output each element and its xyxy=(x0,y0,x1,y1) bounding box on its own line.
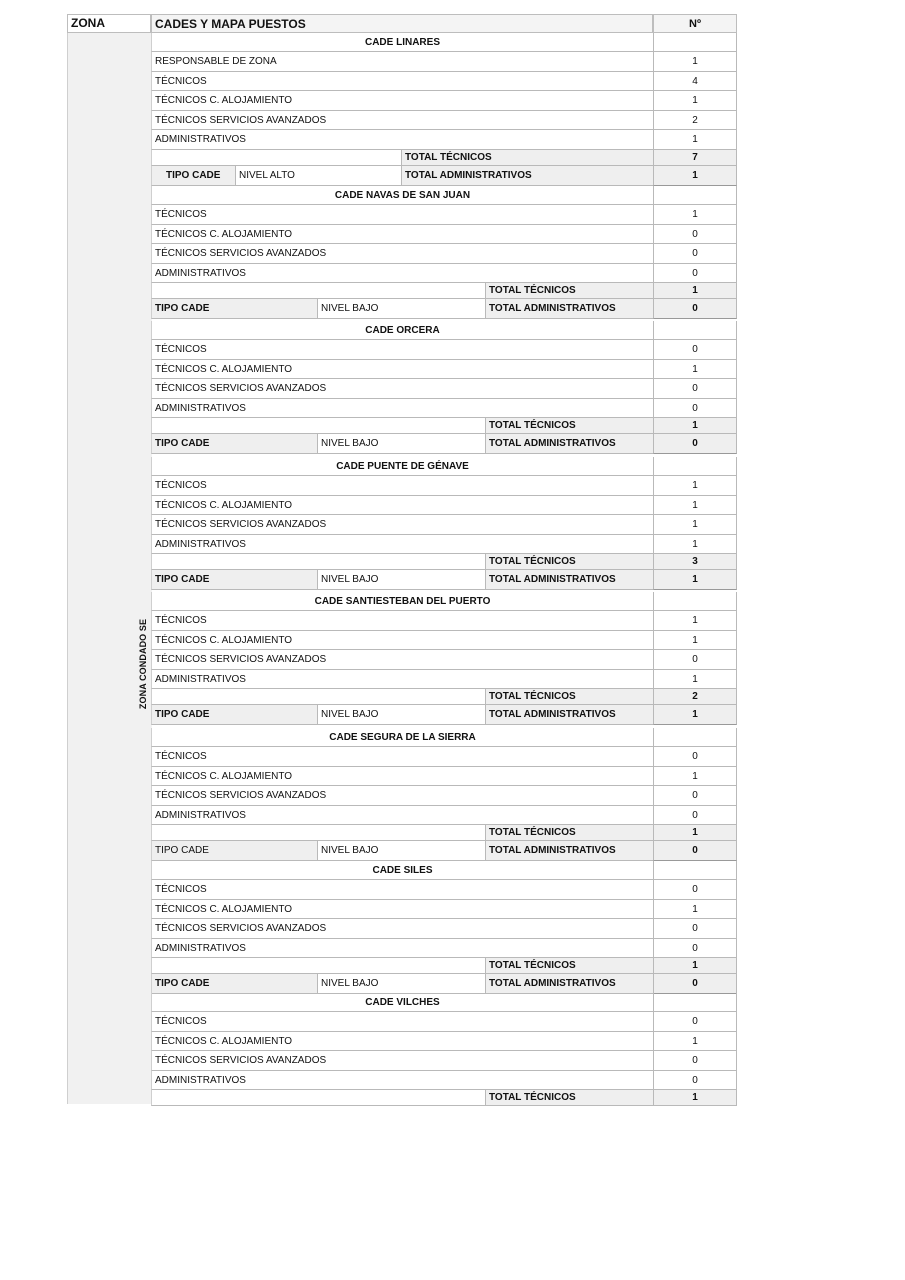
staff-row-alojamiento xyxy=(151,767,737,787)
cade-title: CADE ORCERA xyxy=(151,321,653,340)
total-tecnicos-spacer xyxy=(151,150,401,166)
staff-row-alojamiento xyxy=(151,225,737,245)
cade-title: CADE SILES xyxy=(151,861,653,880)
cades-header: CADES Y MAPA PUESTOS xyxy=(151,14,653,33)
staff-label-administrativos: ADMINISTRATIVOS xyxy=(151,806,653,826)
staff-count-administrativos: 0 xyxy=(653,399,737,419)
total-tecnicos-spacer xyxy=(151,283,485,299)
tipo-cade-row xyxy=(151,974,737,994)
staff-row-administrativos xyxy=(151,130,737,150)
staff-label-administrativos: ADMINISTRATIVOS xyxy=(151,264,653,284)
total-administrativos-value: 1 xyxy=(653,705,737,725)
total-tecnicos-label: TOTAL TÉCNICOS xyxy=(401,150,653,166)
cade-title-number-cell xyxy=(653,861,737,880)
staff-label-alojamiento: TÉCNICOS C. ALOJAMIENTO xyxy=(151,767,653,787)
numero-header: Nº xyxy=(653,14,737,33)
total-tecnicos-value: 1 xyxy=(653,283,737,299)
staff-label-servicios: TÉCNICOS SERVICIOS AVANZADOS xyxy=(151,1051,653,1071)
staff-label-alojamiento: TÉCNICOS C. ALOJAMIENTO xyxy=(151,225,653,245)
staff-count-servicios: 0 xyxy=(653,1051,737,1071)
staff-count-servicios: 0 xyxy=(653,244,737,264)
total-tecnicos-label: TOTAL TÉCNICOS xyxy=(485,418,653,434)
tipo-cade-row xyxy=(151,434,737,454)
tipo-cade-level: NIVEL BAJO xyxy=(317,434,485,454)
total-tecnicos-value: 2 xyxy=(653,689,737,705)
staff-count-administrativos: 1 xyxy=(653,535,737,555)
total-administrativos-value: 1 xyxy=(653,570,737,590)
staff-label-tecnicos: TÉCNICOS xyxy=(151,72,653,92)
cade-title: CADE LINARES xyxy=(151,33,653,52)
staff-label-alojamiento: TÉCNICOS C. ALOJAMIENTO xyxy=(151,91,653,111)
total-tecnicos-spacer xyxy=(151,689,485,705)
staff-count-servicios: 0 xyxy=(653,650,737,670)
staff-row-tecnicos xyxy=(151,1012,737,1032)
staff-count-tecnicos: 0 xyxy=(653,747,737,767)
cades-table xyxy=(67,14,737,1104)
staff-count-administrativos: 0 xyxy=(653,1071,737,1091)
staff-row-servicios xyxy=(151,244,737,264)
tipo-cade-row xyxy=(151,705,737,725)
total-tecnicos-value: 1 xyxy=(653,958,737,974)
staff-row-alojamiento xyxy=(151,631,737,651)
total-administrativos-value: 0 xyxy=(653,974,737,994)
staff-label-alojamiento: TÉCNICOS C. ALOJAMIENTO xyxy=(151,1032,653,1052)
total-tecnicos-spacer xyxy=(151,1090,485,1106)
total-administrativos-value: 0 xyxy=(653,299,737,319)
tipo-cade-label: TIPO CADE xyxy=(151,841,317,861)
staff-count-tecnicos: 0 xyxy=(653,340,737,360)
total-tecnicos-value: 1 xyxy=(653,418,737,434)
total-tecnicos-label: TOTAL TÉCNICOS xyxy=(485,825,653,841)
staff-row-administrativos xyxy=(151,670,737,690)
staff-count-alojamiento: 1 xyxy=(653,767,737,787)
staff-count-alojamiento: 0 xyxy=(653,225,737,245)
staff-row-administrativos xyxy=(151,264,737,284)
staff-count-alojamiento: 1 xyxy=(653,496,737,516)
staff-label-alojamiento: TÉCNICOS C. ALOJAMIENTO xyxy=(151,360,653,380)
staff-label-servicios: TÉCNICOS SERVICIOS AVANZADOS xyxy=(151,244,653,264)
staff-row-tecnicos xyxy=(151,476,737,496)
staff-label-servicios: TÉCNICOS SERVICIOS AVANZADOS xyxy=(151,919,653,939)
staff-label-administrativos: ADMINISTRATIVOS xyxy=(151,535,653,555)
tipo-cade-row xyxy=(151,841,737,861)
staff-count-alojamiento: 1 xyxy=(653,91,737,111)
zone-name-label: ZONA CONDADO SE xyxy=(138,618,148,710)
staff-row-administrativos xyxy=(151,806,737,826)
total-administrativos-label: TOTAL ADMINISTRATIVOS xyxy=(485,841,653,861)
staff-row-administrativos xyxy=(151,399,737,419)
staff-row-servicios xyxy=(151,1051,737,1071)
cade-title: CADE SANTIESTEBAN DEL PUERTO xyxy=(151,592,653,611)
total-administrativos-value: 0 xyxy=(653,841,737,861)
total-administrativos-value: 0 xyxy=(653,434,737,454)
staff-count-servicios: 2 xyxy=(653,111,737,131)
staff-count-responsable: 1 xyxy=(653,52,737,72)
tipo-cade-row xyxy=(151,570,737,590)
total-tecnicos-label: TOTAL TÉCNICOS xyxy=(485,958,653,974)
total-tecnicos-row xyxy=(151,554,737,570)
zona-header: ZONA xyxy=(67,14,151,33)
staff-label-administrativos: ADMINISTRATIVOS xyxy=(151,130,653,150)
staff-count-tecnicos: 0 xyxy=(653,1012,737,1032)
staff-label-administrativos: ADMINISTRATIVOS xyxy=(151,939,653,959)
cade-title-row xyxy=(151,33,737,52)
staff-row-tecnicos xyxy=(151,611,737,631)
staff-label-servicios: TÉCNICOS SERVICIOS AVANZADOS xyxy=(151,515,653,535)
staff-label-alojamiento: TÉCNICOS C. ALOJAMIENTO xyxy=(151,496,653,516)
cade-title-row xyxy=(151,186,737,205)
staff-count-administrativos: 1 xyxy=(653,670,737,690)
staff-row-tecnicos xyxy=(151,880,737,900)
total-administrativos-value: 1 xyxy=(653,166,737,186)
total-administrativos-label: TOTAL ADMINISTRATIVOS xyxy=(485,974,653,994)
total-tecnicos-row xyxy=(151,418,737,434)
total-tecnicos-value: 1 xyxy=(653,1090,737,1106)
cade-title-row xyxy=(151,321,737,340)
staff-count-administrativos: 1 xyxy=(653,130,737,150)
cade-title-row xyxy=(151,592,737,611)
tipo-cade-level: NIVEL ALTO xyxy=(235,166,401,186)
cade-title-row xyxy=(151,993,737,1012)
total-tecnicos-row xyxy=(151,825,737,841)
staff-row-tecnicos xyxy=(151,72,737,92)
staff-row-alojamiento xyxy=(151,496,737,516)
cade-title-number-cell xyxy=(653,728,737,747)
cade-title-row xyxy=(151,861,737,880)
staff-row-servicios xyxy=(151,111,737,131)
cade-title-row xyxy=(151,457,737,476)
staff-count-tecnicos: 1 xyxy=(653,205,737,225)
staff-label-tecnicos: TÉCNICOS xyxy=(151,611,653,631)
total-tecnicos-row xyxy=(151,283,737,299)
cade-title-number-cell xyxy=(653,592,737,611)
total-tecnicos-row xyxy=(151,958,737,974)
staff-label-tecnicos: TÉCNICOS xyxy=(151,476,653,496)
tipo-cade-level: NIVEL BAJO xyxy=(317,974,485,994)
cade-title-number-cell xyxy=(653,186,737,205)
staff-count-tecnicos: 1 xyxy=(653,611,737,631)
total-administrativos-label: TOTAL ADMINISTRATIVOS xyxy=(485,299,653,319)
staff-label-servicios: TÉCNICOS SERVICIOS AVANZADOS xyxy=(151,111,653,131)
staff-count-servicios: 0 xyxy=(653,379,737,399)
staff-label-alojamiento: TÉCNICOS C. ALOJAMIENTO xyxy=(151,631,653,651)
staff-row-servicios xyxy=(151,650,737,670)
total-administrativos-label: TOTAL ADMINISTRATIVOS xyxy=(485,705,653,725)
cade-title: CADE SEGURA DE LA SIERRA xyxy=(151,728,653,747)
total-tecnicos-value: 1 xyxy=(653,825,737,841)
staff-row-servicios xyxy=(151,379,737,399)
cade-title-number-cell xyxy=(653,457,737,476)
staff-label-tecnicos: TÉCNICOS xyxy=(151,747,653,767)
staff-count-tecnicos: 4 xyxy=(653,72,737,92)
staff-row-servicios xyxy=(151,919,737,939)
tipo-cade-level: NIVEL BAJO xyxy=(317,705,485,725)
cade-title-number-cell xyxy=(653,321,737,340)
total-tecnicos-spacer xyxy=(151,958,485,974)
tipo-cade-label: TIPO CADE xyxy=(151,434,317,454)
staff-label-servicios: TÉCNICOS SERVICIOS AVANZADOS xyxy=(151,786,653,806)
staff-count-servicios: 1 xyxy=(653,515,737,535)
total-tecnicos-value: 3 xyxy=(653,554,737,570)
cade-title-number-cell xyxy=(653,33,737,52)
tipo-cade-label: TIPO CADE xyxy=(151,570,317,590)
tipo-cade-label: TIPO CADE xyxy=(151,166,235,186)
zone-column xyxy=(67,14,152,1104)
total-tecnicos-label: TOTAL TÉCNICOS xyxy=(485,689,653,705)
cade-title-number-cell xyxy=(653,993,737,1012)
staff-count-administrativos: 0 xyxy=(653,939,737,959)
staff-row-administrativos xyxy=(151,535,737,555)
staff-count-alojamiento: 1 xyxy=(653,360,737,380)
total-tecnicos-spacer xyxy=(151,825,485,841)
staff-label-administrativos: ADMINISTRATIVOS xyxy=(151,399,653,419)
cade-title-row xyxy=(151,728,737,747)
total-tecnicos-label: TOTAL TÉCNICOS xyxy=(485,283,653,299)
staff-count-administrativos: 0 xyxy=(653,806,737,826)
total-tecnicos-label: TOTAL TÉCNICOS xyxy=(485,1090,653,1106)
header-row xyxy=(151,14,737,33)
staff-label-tecnicos: TÉCNICOS xyxy=(151,205,653,225)
staff-row-tecnicos xyxy=(151,340,737,360)
staff-label-alojamiento: TÉCNICOS C. ALOJAMIENTO xyxy=(151,900,653,920)
staff-label-servicios: TÉCNICOS SERVICIOS AVANZADOS xyxy=(151,650,653,670)
staff-label-servicios: TÉCNICOS SERVICIOS AVANZADOS xyxy=(151,379,653,399)
total-administrativos-label: TOTAL ADMINISTRATIVOS xyxy=(485,434,653,454)
staff-row-alojamiento xyxy=(151,1032,737,1052)
total-tecnicos-spacer xyxy=(151,554,485,570)
staff-row-responsable xyxy=(151,52,737,72)
staff-label-administrativos: ADMINISTRATIVOS xyxy=(151,1071,653,1091)
cade-title: CADE NAVAS DE SAN JUAN xyxy=(151,186,653,205)
total-tecnicos-row xyxy=(151,1090,737,1106)
staff-label-tecnicos: TÉCNICOS xyxy=(151,340,653,360)
staff-count-administrativos: 0 xyxy=(653,264,737,284)
total-tecnicos-row xyxy=(151,150,737,166)
staff-row-servicios xyxy=(151,515,737,535)
staff-row-alojamiento xyxy=(151,900,737,920)
tipo-cade-row xyxy=(151,166,737,186)
staff-label-responsable: RESPONSABLE DE ZONA xyxy=(151,52,653,72)
staff-label-tecnicos: TÉCNICOS xyxy=(151,880,653,900)
tipo-cade-label: TIPO CADE xyxy=(151,299,317,319)
staff-label-tecnicos: TÉCNICOS xyxy=(151,1012,653,1032)
tipo-cade-label: TIPO CADE xyxy=(151,705,317,725)
staff-count-alojamiento: 1 xyxy=(653,1032,737,1052)
staff-row-tecnicos xyxy=(151,747,737,767)
staff-count-alojamiento: 1 xyxy=(653,631,737,651)
tipo-cade-level: NIVEL BAJO xyxy=(317,299,485,319)
staff-row-administrativos xyxy=(151,1071,737,1091)
cade-title: CADE VILCHES xyxy=(151,993,653,1012)
staff-row-tecnicos xyxy=(151,205,737,225)
staff-count-tecnicos: 0 xyxy=(653,880,737,900)
total-administrativos-label: TOTAL ADMINISTRATIVOS xyxy=(401,166,653,186)
tipo-cade-label: TIPO CADE xyxy=(151,974,317,994)
tipo-cade-row xyxy=(151,299,737,319)
total-tecnicos-spacer xyxy=(151,418,485,434)
total-administrativos-label: TOTAL ADMINISTRATIVOS xyxy=(485,570,653,590)
tipo-cade-level: NIVEL BAJO xyxy=(317,570,485,590)
staff-count-tecnicos: 1 xyxy=(653,476,737,496)
cade-title: CADE PUENTE DE GÉNAVE xyxy=(151,457,653,476)
staff-count-servicios: 0 xyxy=(653,919,737,939)
staff-count-alojamiento: 1 xyxy=(653,900,737,920)
total-tecnicos-row xyxy=(151,689,737,705)
total-tecnicos-label: TOTAL TÉCNICOS xyxy=(485,554,653,570)
staff-count-servicios: 0 xyxy=(653,786,737,806)
staff-row-servicios xyxy=(151,786,737,806)
staff-row-alojamiento xyxy=(151,91,737,111)
tipo-cade-level: NIVEL BAJO xyxy=(317,841,485,861)
staff-row-alojamiento xyxy=(151,360,737,380)
total-tecnicos-value: 7 xyxy=(653,150,737,166)
staff-label-administrativos: ADMINISTRATIVOS xyxy=(151,670,653,690)
staff-row-administrativos xyxy=(151,939,737,959)
